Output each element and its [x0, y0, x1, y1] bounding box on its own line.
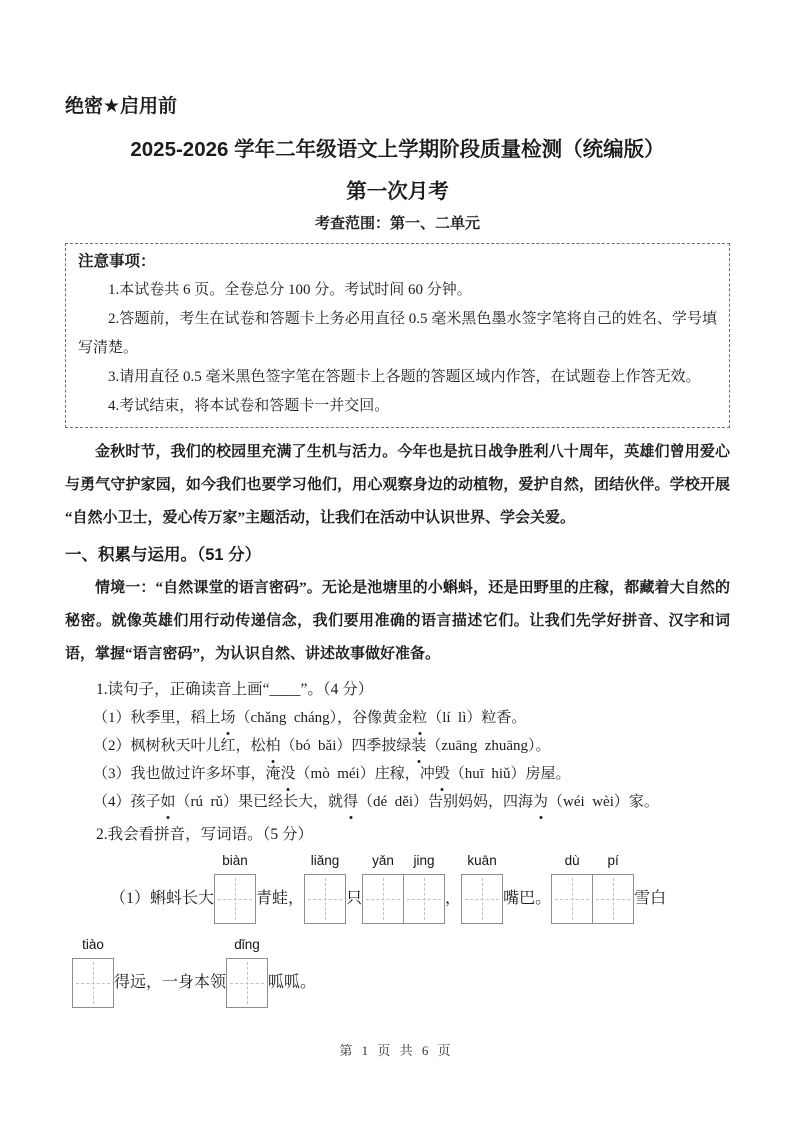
emphasized-char: 为 [533, 788, 548, 816]
row-text: 青蛙， [256, 890, 305, 907]
emphasized-char: 没 [281, 760, 296, 788]
notice-item: 2.答题前，考生在试卷和答题卡上务必用直径 0.5 毫米黑色墨水签字笔将自己的姓名、学号填写清楚。 [78, 311, 717, 356]
pinyin-label: dù [564, 853, 580, 868]
emphasized-char: 如 [161, 788, 176, 816]
text-segment: （zuāng zhuāng）。 [426, 738, 551, 754]
notice-item: 1.本试卷共 6 页。全卷总分 100 分。考试时间 60 分钟。 [108, 282, 472, 298]
row-text: （1）蝌蚪长大 [110, 890, 215, 907]
text-segment: （rú rǔ）果已经长大，就 [175, 794, 344, 810]
exam-scope-value: 第一、二单元 [390, 216, 481, 232]
row-text: 只 [346, 890, 363, 907]
writing-grid-cell[interactable] [403, 853, 445, 924]
security-classification-label: 绝密★启用前 [65, 96, 178, 117]
emphasized-char: 场 [221, 704, 236, 732]
exam-title: 2025-2026 学年二年级语文上学期阶段质量检测（统编版） [130, 138, 665, 161]
emphasized-char: 粒 [412, 704, 427, 732]
emphasized-char: 毁 [435, 760, 450, 788]
question-2-row-1 [110, 849, 730, 924]
emphasized-char: 装 [411, 732, 426, 760]
notice-item: 3.请用直径 0.5 毫米黑色签字笔在答题卡上各题的答题区域内作答，在试题卷上作答无效。 [108, 369, 701, 385]
pinyin-label: liǎng [310, 853, 340, 868]
writing-grid[interactable] [304, 853, 346, 924]
writing-grid[interactable] [461, 853, 503, 924]
question-1-heading: 1.读句子，正确读音上画“____”。（4 分） [96, 681, 374, 698]
writing-grid[interactable] [362, 853, 445, 924]
text-segment: （lí lì）粒香。 [427, 710, 527, 726]
pinyin-label: jing [413, 853, 435, 868]
row-text: 呱呱。 [268, 974, 317, 991]
emphasized-char: 柏 [266, 732, 281, 760]
writing-grid-cell[interactable] [226, 937, 268, 1008]
intro-paragraph: 金秋时节，我们的校园里充满了生机与活力。今年也是抗日战争胜利八十周年，英雄们曾用爱心与勇气守护家园，如今我们也要学习他们，用心观察身边的动植物，爱护自然，团结伙伴。学校开展“自然小卫士，爱心传万家”主题活动，让我们在活动中认识世界、学会关爱。 [65, 444, 730, 526]
text-segment: （mò méi）庄稼，冲 [295, 766, 435, 782]
text-segment: （1）秋季里，稻上 [93, 710, 221, 726]
emphasized-char: 得 [343, 788, 358, 816]
writing-grid[interactable] [551, 853, 634, 924]
writing-grid-cell[interactable] [551, 853, 593, 924]
notice-box [65, 243, 730, 428]
writing-grid[interactable] [226, 937, 268, 1008]
pinyin-label: yǎn [372, 853, 394, 868]
row-text: ， [445, 890, 462, 907]
section-1-heading: 一、积累与运用。（51 分） [65, 546, 262, 564]
exam-subtitle: 第一次月考 [346, 180, 449, 203]
writing-grid[interactable] [214, 853, 256, 924]
question-1-item-3 [93, 760, 730, 788]
writing-grid-cell[interactable] [214, 853, 256, 924]
writing-grid-cell[interactable] [592, 853, 634, 924]
text-segment: （3）我也做过许多坏事，淹 [93, 766, 281, 782]
row-text: 雪白 [634, 890, 667, 907]
situation-1-paragraph: 情境一：“自然课堂的语言密码”。无论是池塘里的小蝌蚪，还是田野里的庄稼，都藏着大自然的秘密。就像英雄们用行动传递信念，我们要用准确的语言描述它们。让我们先学好拼音、汉字和词语，掌握“语言密码”，为认识自然、讲述故事做好准备。 [65, 580, 730, 662]
writing-grid-cell[interactable] [362, 853, 404, 924]
text-segment: （dé děi）告别妈妈，四海 [358, 794, 534, 810]
question-2-heading: 2.我会看拼音，写词语。（5 分） [96, 826, 314, 843]
text-segment: （4）孩子 [93, 794, 161, 810]
page-footer: 第 1 页 共 6 页 [339, 1043, 454, 1058]
pinyin-label: pí [607, 853, 619, 868]
row-text: 得远，一身本领 [114, 974, 227, 991]
pinyin-label: dǐng [234, 937, 260, 952]
text-segment: （chǎng cháng），谷像黄金 [235, 710, 413, 726]
exam-scope [65, 214, 730, 234]
question-1-item-4 [93, 788, 730, 816]
text-segment: （2）枫树秋天叶儿红，松 [93, 738, 266, 754]
text-segment: （huī hiǔ）房屋。 [449, 766, 571, 782]
notice-title: 注意事项： [78, 253, 156, 270]
question-1-item-2 [93, 732, 730, 760]
writing-grid-cell[interactable] [72, 937, 114, 1008]
pinyin-label: tiào [82, 937, 104, 952]
pinyin-label: kuān [467, 853, 497, 868]
text-segment: （wéi wèi）家。 [548, 794, 659, 810]
text-segment: （bó bǎi）四季披绿 [280, 738, 412, 754]
writing-grid-cell[interactable] [461, 853, 503, 924]
writing-grid[interactable] [72, 937, 114, 1008]
question-1-item-1 [93, 704, 730, 732]
row-text: 嘴巴。 [503, 890, 552, 907]
question-2-row-2 [72, 933, 730, 1008]
pinyin-label: biàn [222, 853, 248, 868]
notice-item: 4.考试结束，将本试卷和答题卡一并交回。 [108, 398, 390, 414]
writing-grid-cell[interactable] [304, 853, 346, 924]
exam-scope-label: 考查范围： [314, 216, 390, 232]
